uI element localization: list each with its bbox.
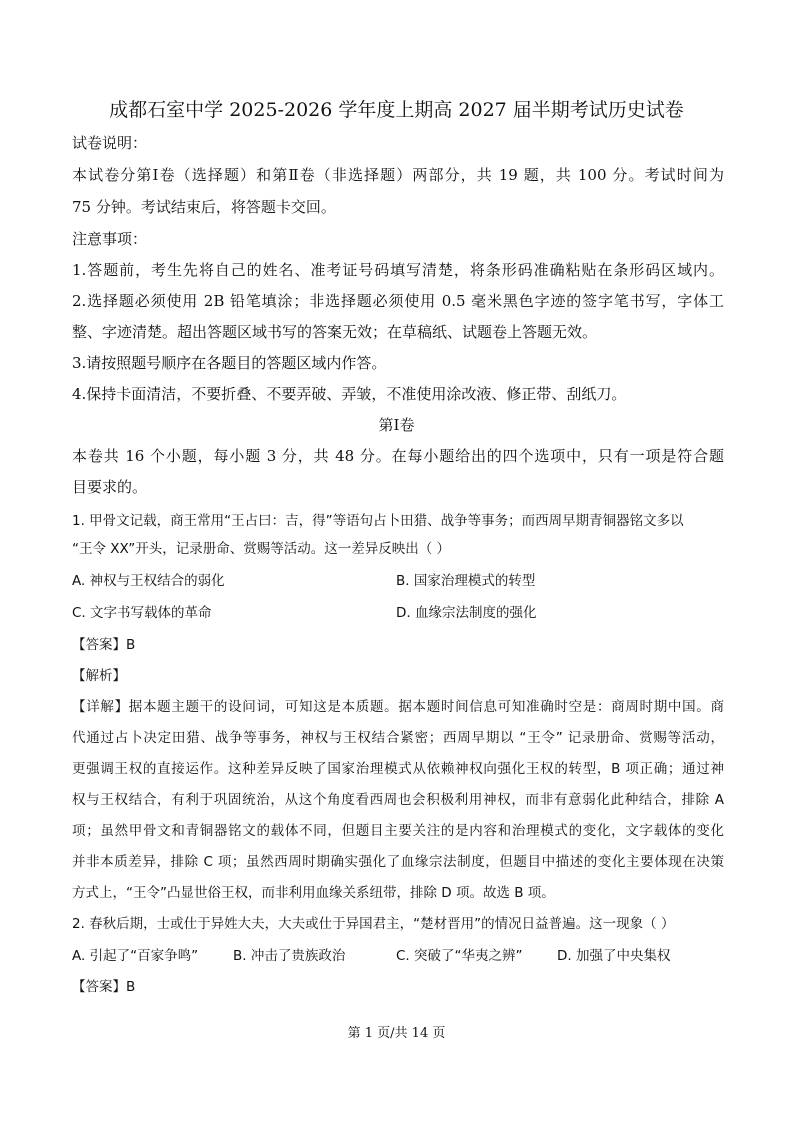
- question-1-option-b: B. 国家治理模式的转型: [396, 573, 536, 589]
- note-2-continued: 整、字迹清楚。超出答题区域书写的答案无效；在草稿纸、试题卷上答题无效。: [72, 323, 598, 341]
- question-1-detail-line-7: 方式上，“王令”凸显世俗王权，而非利用血缘关系纽带，排除 D 项。故选 B 项。: [72, 885, 555, 901]
- question-1-detail-line-3: 更强调王权的直接运作。这种差异反映了国家治理模式从依赖神权向强化王权的转型，B 项正确；通过神: [72, 761, 724, 777]
- instructions-heading: 试卷说明：: [72, 134, 148, 152]
- question-2-option-d: D. 加强了中央集权: [557, 948, 671, 964]
- question-1-detail-line-4: 权与王权结合，有利于巩固统治，从这个角度看西周也会积极利用神权，而非有意弱化此种结合，排除 A: [72, 792, 724, 808]
- section-title: 第Ⅰ卷: [378, 416, 415, 434]
- notes-heading: 注意事项：: [72, 230, 148, 248]
- question-2-stem: 2. 春秋后期，士或仕于异姓大夫，大夫或仕于异国君主，“楚材晋用”的情况日益普遍。这一现象（ ）: [72, 916, 675, 932]
- question-2-option-b: B. 冲击了贵族政治: [233, 948, 346, 964]
- question-1-option-c: C. 文字书写载体的革命: [72, 605, 212, 621]
- question-1-analysis-label: 【解析】: [72, 668, 126, 684]
- question-1-detail-line-5: 项；虽然甲骨文和青铜器铭文的载体不同，但题目主要关注的是内容和治理模式的变化，文字载体的变化: [72, 823, 724, 839]
- instructions-line-2: 75 分钟。考试结束后，将答题卡交回。: [72, 198, 336, 216]
- question-1-option-a: A. 神权与王权结合的弱化: [72, 573, 225, 589]
- note-3: 3.请按照题号顺序在各题目的答题区域内作答。: [72, 354, 387, 372]
- question-1-option-d: D. 血缘宗法制度的强化: [396, 605, 537, 621]
- question-1-stem-line-1: 1. 甲骨文记载，商王常用“王占曰：吉，得”等语句占卜田猎、战争等事务；而西周早期青铜器铭文多以: [72, 513, 684, 529]
- question-1-stem-line-2: “王令 XX”开头，记录册命、赏赐等活动。这一差异反映出（ ）: [72, 541, 451, 557]
- question-2-option-c: C. 突破了“华夷之辨”: [396, 948, 523, 964]
- question-1-answer: 【答案】B: [72, 637, 136, 653]
- note-4: 4.保持卡面清洁，不要折叠、不要弄破、弄皱，不准使用涂改液、修正带、刮纸刀。: [72, 385, 627, 403]
- note-1: 1.答题前，考生先将自己的姓名、准考证号码填写清楚，将条形码准确粘贴在条形码区域内。: [72, 261, 724, 279]
- question-1-detail-line-2: 代通过占卜决定田猎、战争等事务，神权与王权结合紧密；西周早期以 “王令” 记录册命、赏赐等活动，: [72, 730, 724, 746]
- exam-title: 成都石室中学 2025-2026 学年度上期高 2027 届半期考试历史试卷: [109, 99, 684, 121]
- question-2-option-a: A. 引起了“百家争鸣”: [72, 948, 199, 964]
- question-1-detail-line-1: 【详解】据本题主题干的设问词，可知这是本质题。据本题时间信息可知准确时空是：商周时期中国。商: [72, 699, 724, 715]
- question-2-answer: 【答案】B: [72, 979, 136, 995]
- instructions-line-1: 本试卷分第Ⅰ卷（选择题）和第Ⅱ卷（非选择题）两部分，共 19 题，共 100 分。考试时间为: [72, 166, 724, 184]
- question-1-detail-line-6: 并非本质差异，排除 C 项；虽然西周时期确实强化了血缘宗法制度，但题目中描述的变化主要体现在决策: [72, 854, 724, 870]
- section-intro-line-2: 目要求的。: [72, 478, 148, 496]
- page-footer: 第 1 页/共 14 页: [347, 1026, 446, 1041]
- section-intro-line-1: 本卷共 16 个小题，每小题 3 分，共 48 分。在每小题给出的四个选项中，只有一项是符合题: [72, 447, 724, 465]
- note-2: 2.选择题必须使用 2B 铅笔填涂；非选择题必须使用 0.5 毫米黑色字迹的签字笔书写，字体工: [72, 292, 724, 310]
